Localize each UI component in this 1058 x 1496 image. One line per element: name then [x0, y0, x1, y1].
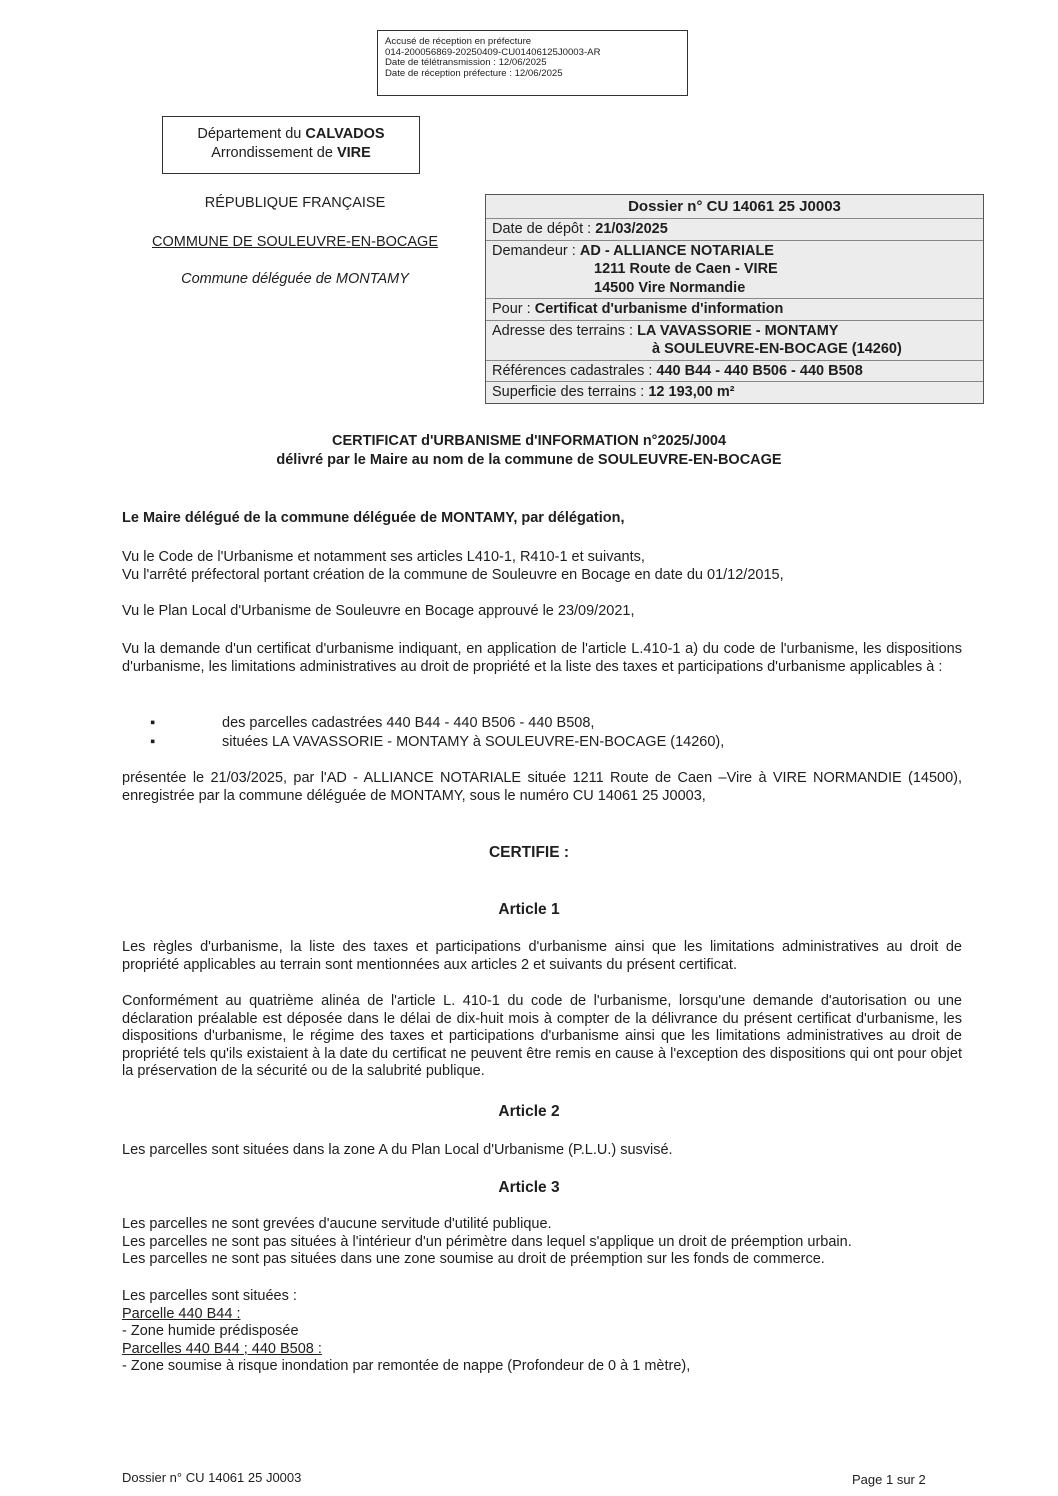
- department-line: Département du CALVADOS: [197, 126, 385, 142]
- department-box: [162, 116, 420, 174]
- page-number: Page 1 sur 2: [852, 1472, 926, 1487]
- parcelle-heading: Parcelles 440 B44 ; 440 B508 :: [122, 1340, 322, 1357]
- ack-line: Accusé de réception en préfecture: [385, 36, 532, 47]
- references-row: Références cadastrales : 440 B44 - 440 B506 - 440 B508: [486, 360, 983, 382]
- article-3-title: Article 3: [498, 1179, 560, 1196]
- article-3-paragraph: Les parcelles ne sont grevées d'aucune servitude d'utilité publique. Les parcelles ne sont pas situées à l'intérieur d'un périmètre dans lequel s'applique un droit de préemption urbain. Les parcelles ne sont pas situées dans une zone soumise au droit de préemption sur les fonds de commerce.: [122, 1216, 852, 1267]
- superficie-row: Superficie des terrains : 12 193,00 m²: [486, 381, 983, 403]
- list-item: ▪ des parcelles cadastrées 440 B44 - 440 B506 - 440 B508,: [150, 715, 595, 731]
- republic-heading: RÉPUBLIQUE FRANÇAISE: [204, 195, 386, 211]
- vu-demande: Vu la demande d'un certificat d'urbanisme indiquant, en application de l'article L.410-1 a) du code de l'urbanisme, les dispositions d'urbanisme, les limitations administratives au droit de propriété et la liste des taxes et participations d'urbanisme applicables à :: [122, 641, 962, 675]
- vu-plu: Vu le Plan Local d'Urbanisme de Souleuvre en Bocage approuvé le 23/09/2021,: [122, 603, 635, 619]
- arrondissement-line: Arrondissement de VIRE: [211, 145, 371, 161]
- presentee-paragraph: présentée le 21/03/2025, par l'AD - ALLIANCE NOTARIALE située 1211 Route de Caen –Vire à VIRE NORMANDIE (14500), enregistrée par la commune déléguée de MONTAMY, sous le numéro CU 14061 25 J0003,: [122, 770, 962, 804]
- ack-receipt-box: [377, 30, 688, 96]
- certificate-title: CERTIFICAT d'URBANISME d'INFORMATION n°2025/J004 délivré par le Maire au nom de la commune de SOULEUVRE-EN-BOCAGE: [276, 433, 782, 468]
- ack-line: 014-200056869-20250409-CU01406125J0003-AR: [385, 46, 601, 58]
- footer-dossier: Dossier n° CU 14061 25 J0003: [122, 1470, 302, 1485]
- bullet-marker: ▪: [150, 734, 156, 750]
- certifie-heading: CERTIFIE :: [488, 844, 570, 861]
- dossier-box: [485, 194, 984, 404]
- bullet-marker: ▪: [150, 715, 156, 731]
- ack-line: Date de télétransmission : 12/06/2025: [385, 57, 547, 68]
- article-1-paragraph: Les règles d'urbanisme, la liste des taxes et participations d'urbanisme ainsi que les limitations administratives au droit de propriété applicables au terrain sont mentionnées aux articles 2 et suivants du présent certificat.: [122, 939, 962, 973]
- parcelle-heading: Parcelle 440 B44 :: [122, 1305, 241, 1322]
- pour-row: Pour : Certificat d'urbanisme d'information: [486, 298, 983, 320]
- ack-line: Date de réception préfecture : 12/06/2025: [385, 67, 563, 79]
- adresse-row: Adresse des terrains : LA VAVASSORIE - MONTAMY à SOULEUVRE-EN-BOCAGE (14260): [486, 320, 983, 360]
- article-1-title: Article 1: [498, 901, 560, 918]
- depot-row: Date de dépôt : 21/03/2025: [486, 218, 983, 240]
- article-2-title: Article 2: [498, 1103, 560, 1120]
- dossier-title: Dossier n° CU 14061 25 J0003: [628, 198, 841, 215]
- demandeur-row: Demandeur : AD - ALLIANCE NOTARIALE 1211 Route de Caen - VIRE 14500 Vire Normandie: [486, 240, 983, 299]
- commune-heading: COMMUNE DE SOULEUVRE-EN-BOCAGE: [151, 234, 438, 250]
- commune-deleguee: Commune déléguée de MONTAMY: [181, 271, 409, 287]
- article-2-paragraph: Les parcelles sont situées dans la zone A du Plan Local d'Urbanisme (P.L.U.) susvisé.: [122, 1142, 673, 1158]
- list-item: ▪ situées LA VAVASSORIE - MONTAMY à SOULEUVRE-EN-BOCAGE (14260),: [150, 734, 725, 750]
- article-1-paragraph: Conformément au quatrième alinéa de l'article L. 410-1 du code de l'urbanisme, lorsqu'une demande d'autorisation ou une déclaration préalable est déposée dans le délai de dix-huit mois à compter de la délivrance du présent certificat d'urbanisme, les dispositions d'urbanisme, le régime des taxes et participations d'urbanisme ainsi que les limitations administratives au droit de propriété tels qu'ils existaient à la date du certificat ne peuvent être remis en cause à l'exception des dispositions qui ont pour objet la préservation de la sécurité ou de la salubrité publique.: [122, 993, 962, 1079]
- vu-paragraph: Vu le Code de l'Urbanisme et notamment ses articles L410-1, R410-1 et suivants, Vu l'arrêté préfectoral portant création de la commune de Souleuvre en Bocage en date du 01/12/2015,: [122, 549, 784, 583]
- maire-line: Le Maire délégué de la commune déléguée de MONTAMY, par délégation,: [122, 510, 625, 526]
- parcelles-list: Les parcelles sont situées : Parcelle 440 B44 : - Zone humide prédisposée Parcelles 440 B44 ; 440 B508 : - Zone soumise à risque inondation par remontée de nappe (Profondeur de 0 à 1 mètre),: [122, 1288, 962, 1376]
